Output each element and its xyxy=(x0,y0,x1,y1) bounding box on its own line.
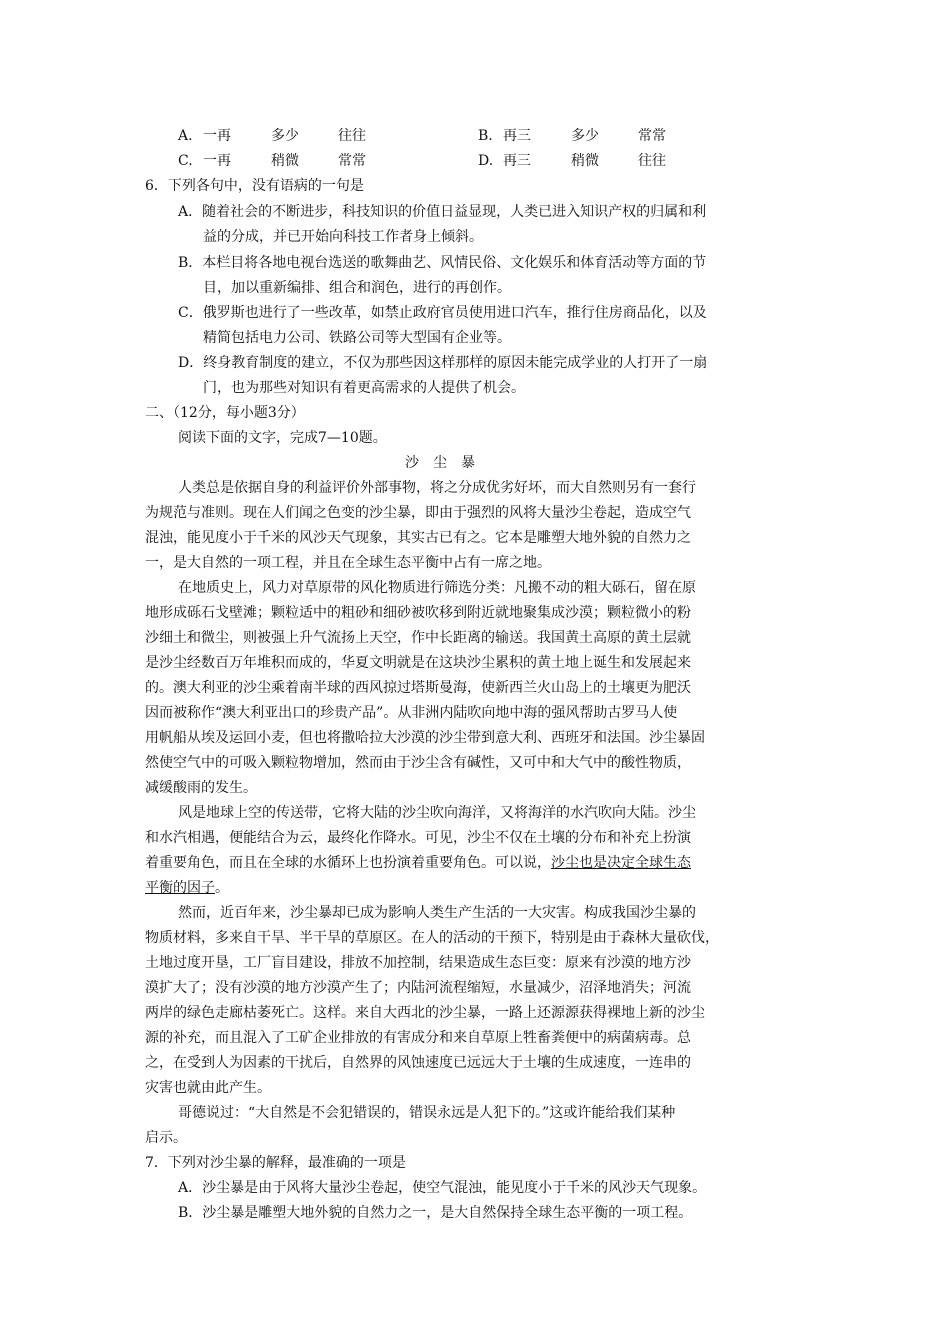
passage-title: 沙尘暴 xyxy=(405,455,489,471)
passage-p4-line7: 之，在受到人为因素的干扰后，自然界的风蚀速度已远远大于土壤的生成速度，一连串的 xyxy=(145,1055,691,1071)
q6-option-c-line1: C．俄罗斯也进行了一些改革，如禁止政府官员使用进口汽车，推行住房商品化，以及 xyxy=(178,305,707,321)
passage-p4-line5: 两岸的绿色走廊枯萎死亡。这样。来自大西北的沙尘暴，一路上还源源获得裸地上新的沙尘 xyxy=(145,1005,705,1021)
passage-p3-line3-text: 着重要角色，而且在全球的水循环上也扮演着重要角色。可以说， xyxy=(145,855,551,871)
passage-p1-line1: 人类总是依据自身的利益评价外部事物，将之分成优劣好坏，而大自然则另有一套行 xyxy=(178,480,696,496)
passage-p2-line1: 在地质史上，风力对草原带的风化物质进行筛选分类：凡搬不动的粗大砾石，留在原 xyxy=(178,580,696,596)
passage-p3-line2: 和水汽相遇，便能结合为云，最终化作降水。可见，沙尘不仅在土壤的分布和补充上扮演 xyxy=(145,830,691,846)
passage-p4-line4: 漠扩大了；没有沙漠的地方沙漠产生了；内陆河流程缩短，水量减少，沼泽地消失；河流 xyxy=(145,980,691,996)
q5-option-d-label: D. xyxy=(478,153,494,169)
passage-p2-line4: 是沙尘经数百万年堆积而成的，华夏文明就是在这块沙尘累积的黄土地上诞生和发展起来 xyxy=(145,655,691,671)
passage-p5-line2: 启示。 xyxy=(145,1130,187,1146)
q7-stem: 7．下列对沙尘暴的解释，最准确的一项是 xyxy=(145,1155,406,1171)
passage-p3-line3 xyxy=(145,853,691,873)
q5-option-d-word3: 往往 xyxy=(638,153,666,169)
q5-option-b-word3: 常常 xyxy=(638,128,666,144)
passage-p1-line4: 一，是大自然的一项工程，并且在全球生态平衡中占有一席之地。 xyxy=(145,555,551,571)
q6-option-a-line2: 益的分成，并已开始向科技工作者身上倾斜。 xyxy=(203,229,483,245)
q5-option-b-label: B. xyxy=(478,128,493,144)
q5-option-b-word1: 再三 xyxy=(503,128,531,144)
passage-p2-line2: 地形成砾石戈壁滩；颗粒适中的粗砂和细砂被吹移到附近就地聚集成沙漠；颗粒微小的粉 xyxy=(145,605,691,621)
passage-p1-line3: 混浊，能见度小于千米的风沙天气现象，其实古已有之。它本是雕塑大地外貌的自然力之 xyxy=(145,530,691,546)
passage-p2-line3: 沙细土和微尘，则被强上升气流扬上天空，作中长距离的输送。我国黄土高原的黄土层就 xyxy=(145,630,691,646)
passage-p3-line4 xyxy=(145,878,229,898)
q5-option-c-word2: 稍微 xyxy=(271,153,299,169)
q6-option-c-line2: 精简包括电力公司、铁路公司等大型国有企业等。 xyxy=(203,330,511,346)
q6-stem: 6．下列各句中，没有语病的一句是 xyxy=(145,178,364,194)
passage-p4-line2: 物质材料，多来自干旱、半干旱的草原区。在人的活动的干预下，特别是由于森林大量砍伐， xyxy=(145,930,719,946)
q7-option-a: A．沙尘暴是由于风将大量沙尘卷起，使空气混浊，能见度小于千米的风沙天气现象。 xyxy=(178,1180,707,1196)
q5-option-c-label: C. xyxy=(178,153,193,169)
q6-option-b-line2: 目，加以重新编排、组合和润色，进行的再创作。 xyxy=(203,280,511,296)
q5-option-a-word3: 往往 xyxy=(338,128,366,144)
passage-p2-line5: 的。澳大利亚的沙尘乘着南半球的西风掠过塔斯曼海，使新西兰火山岛上的土壤更为肥沃 xyxy=(145,680,691,696)
passage-p4-line6: 源的补充，而且混入了工矿企业排放的有害成分和来自草原上牲畜粪便中的病菌病毒。总 xyxy=(145,1030,691,1046)
q5-option-c-word3: 常常 xyxy=(338,153,366,169)
q6-option-d-line1: D．终身教育制度的建立，不仅为那些因这样那样的原因未能完成学业的人打开了一扇 xyxy=(178,355,708,371)
q6-option-d-line2: 门，也为那些对知识有着更高需求的人提供了机会。 xyxy=(203,380,525,396)
q5-option-d-word2: 稍微 xyxy=(571,153,599,169)
q5-option-b-word2: 多少 xyxy=(571,128,599,144)
passage-p2-line9: 减缓酸雨的发生。 xyxy=(145,780,257,796)
passage-p4-line3: 土地过度开垦，工厂盲目建设，排放不加控制，结果造成生态巨变：原来有沙漠的地方沙 xyxy=(145,955,691,971)
q6-option-b-line1: B．本栏目将各地电视台选送的歌舞曲艺、风情民俗、文化娱乐和体育活动等方面的节 xyxy=(178,255,707,271)
passage-p4-line8: 灾害也就由此产生。 xyxy=(145,1080,271,1096)
passage-p2-line7: 用帆船从埃及运回小麦，但也将撒哈拉大沙漠的沙尘带到意大利、西班牙和法国。沙尘暴固 xyxy=(145,730,705,746)
passage-p1-line2: 为规范与准则。现在人们闻之色变的沙尘暴，即由于强烈的风将大量沙尘卷起，造成空气 xyxy=(145,505,691,521)
q5-option-a-word1: 一再 xyxy=(203,128,231,144)
underlined-phrase-part2: 平衡的因子 xyxy=(145,880,215,896)
passage-p5-line1: 哥德说过：“大自然是不会犯错误的，错误永远是人犯下的。”这或许能给我们某种 xyxy=(178,1105,676,1121)
q6-option-a-line1: A．随着社会的不断进步，科技知识的价值日益显现，人类已进入知识产权的归属和利 xyxy=(178,204,707,220)
q7-option-b: B．沙尘暴是雕塑大地外貌的自然力之一，是大自然保持全球生态平衡的一项工程。 xyxy=(178,1205,693,1221)
passage-p2-line6: 因而被称作“澳大利亚出口的珍贵产品”。从非洲内陆吹向地中海的强风帮助古罗马人使 xyxy=(145,705,678,721)
passage-p4-line1: 然而，近百年来，沙尘暴却已成为影响人类生产生活的一大灾害。构成我国沙尘暴的 xyxy=(178,905,696,921)
passage-p3-line4-end: 。 xyxy=(215,880,229,896)
q5-option-a-word2: 多少 xyxy=(271,128,299,144)
passage-p3-line1: 风是地球上空的传送带，它将大陆的沙尘吹向海洋，又将海洋的水汽吹向大陆。沙尘 xyxy=(178,805,696,821)
q5-option-c-word1: 一再 xyxy=(203,153,231,169)
q5-option-d-word1: 再三 xyxy=(503,153,531,169)
q5-option-a-label: A. xyxy=(178,128,193,144)
section-two-heading: 二、（12分，每小题3分） xyxy=(145,405,305,421)
underlined-phrase-part1: 沙尘也是决定全球生态 xyxy=(551,855,691,871)
passage-p2-line8: 然使空气中的可吸入颗粒物增加，然而由于沙尘含有碱性，又可中和大气中的酸性物质， xyxy=(145,755,691,771)
reading-instruction: 阅读下面的文字，完成7—10题。 xyxy=(178,430,387,446)
